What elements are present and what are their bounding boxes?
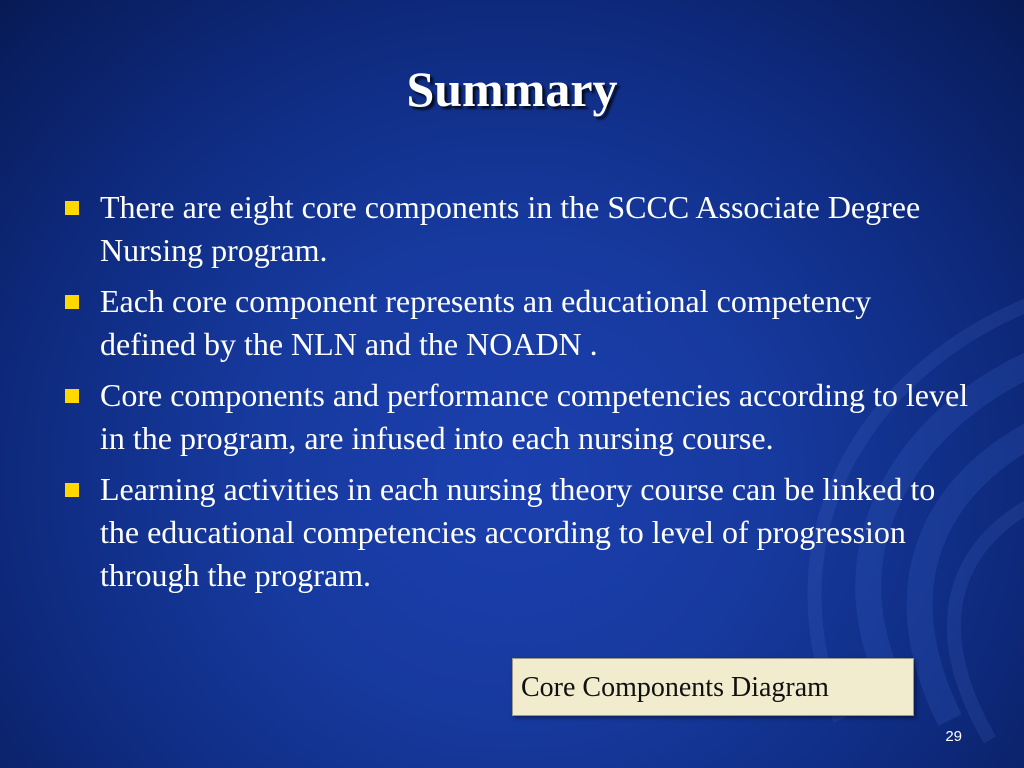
bullet-text: Each core component represents an educational competency defined by the NLN and the NOADN . [100,283,872,362]
bullet-text: There are eight core components in the SCCC Associate Degree Nursing program. [100,189,921,268]
bullet-item [62,468,972,597]
square-bullet-icon [65,295,79,309]
bullet-item [62,280,972,366]
bullet-text: Learning activities in each nursing theory course can be linked to the educational competencies according to level of progression through the program. [100,471,936,593]
bullet-list [62,186,972,605]
bullet-item [62,374,972,460]
slide-title: Summary [406,61,618,117]
page-number: 29 [945,728,962,745]
core-components-diagram-button[interactable]: Core Components Diagram [512,658,914,716]
bullet-text: Core components and performance competencies according to level in the program, are infused into each nursing course. [100,377,969,456]
square-bullet-icon [65,389,79,403]
square-bullet-icon [65,201,79,215]
bullet-item [62,186,972,272]
square-bullet-icon [65,483,79,497]
